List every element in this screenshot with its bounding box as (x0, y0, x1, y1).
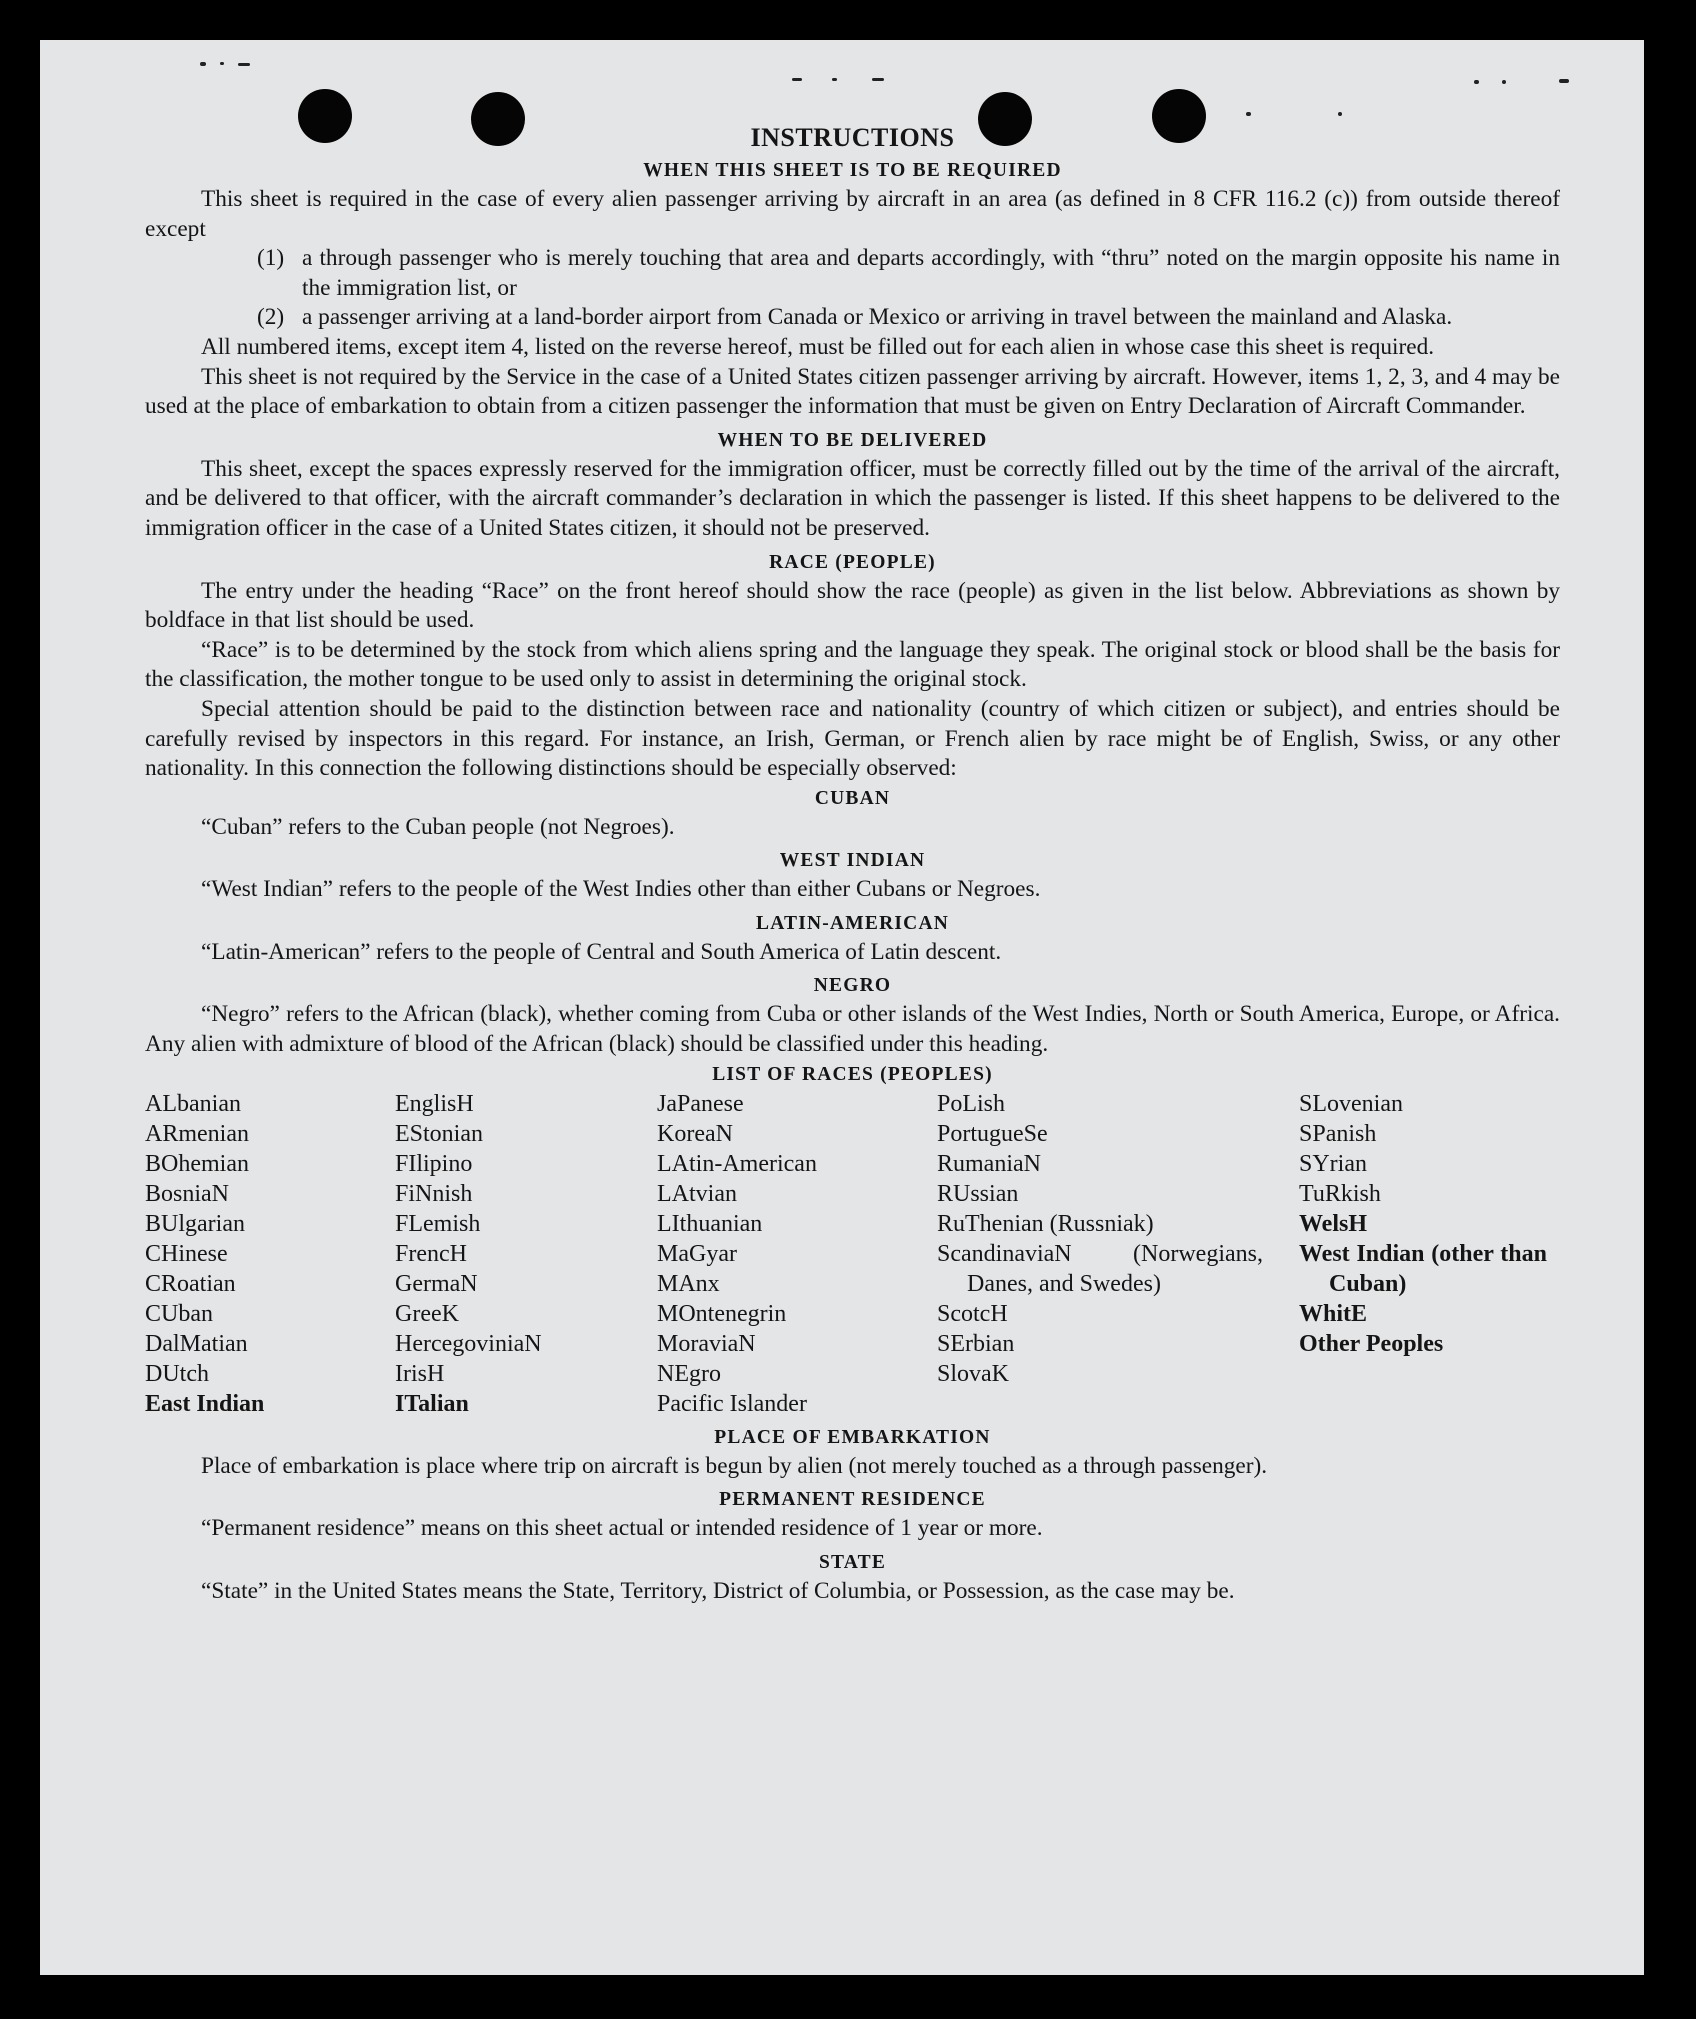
race-entry: KoreaN (657, 1120, 733, 1147)
race-entry: SPanish (1299, 1120, 1377, 1147)
race-entry: Other Peoples (1299, 1330, 1444, 1357)
race-entry: PoLish (937, 1090, 1006, 1117)
section-heading-negro: NEGRO (813, 975, 892, 997)
race-entry: SErbian (937, 1330, 1015, 1357)
race-entry: ARmenian (145, 1120, 249, 1147)
scan-speck (238, 63, 250, 66)
item-text: a passenger arriving at a land-border airport from Canada or Mexico or arriving in travel between the mainland and Alaska. (302, 304, 1453, 331)
race-entry: HercegoviniaN (395, 1330, 542, 1357)
document-page (40, 40, 1644, 1975)
race-entry: JaPanese (657, 1090, 744, 1117)
paragraph: “West Indian” refers to the people of the West Indies other than either Cubans or Negroes. (201, 876, 1041, 903)
scan-speck (1502, 80, 1506, 84)
race-entry: RumaniaN (937, 1150, 1041, 1177)
race-entry: MOntenegrin (657, 1300, 787, 1327)
races-column-5 (1299, 1089, 1559, 1419)
race-entry: NEgro (657, 1360, 721, 1387)
race-entry: DalMatian (145, 1330, 248, 1357)
section-heading-delivered: WHEN TO BE DELIVERED (717, 429, 988, 451)
paragraph: “Cuban” refers to the Cuban people (not Negroes). (201, 813, 675, 840)
races-column-1 (145, 1089, 395, 1419)
race-entry: WelsH (1299, 1210, 1368, 1237)
race-entry: FIlipino (395, 1150, 473, 1177)
scan-speck (1246, 112, 1251, 116)
exception-item (257, 244, 1560, 303)
race-entry: MAnx (657, 1270, 720, 1297)
races-column-4 (937, 1089, 1299, 1419)
races-column-2 (395, 1089, 657, 1419)
paragraph: “State” in the United States means the State, Territory, District of Columbia, or Possession, as the case may be. (201, 1577, 1235, 1604)
race-entry: LAtvian (657, 1180, 737, 1207)
race-entry: CHinese (145, 1240, 228, 1267)
race-entry: ITalian (395, 1390, 469, 1417)
race-entry: RUssian (937, 1180, 1019, 1207)
race-entry: West Indian (other than Cuban) (1299, 1240, 1547, 1297)
scan-speck (1559, 79, 1569, 83)
race-entry: TuRkish (1299, 1180, 1381, 1207)
race-entry: DUtch (145, 1360, 209, 1387)
race-entry: MoraviaN (657, 1330, 756, 1357)
races-list (145, 1089, 1560, 1419)
scan-speck (200, 62, 206, 66)
race-entry: RuThenian (Russniak) (937, 1210, 1154, 1237)
paragraph: The entry under the heading “Race” on the front hereof should show the race (people) as given in the list below. Abbreviations as shown by boldface in that list should be used. (145, 577, 1560, 634)
race-entry: PortugueSe (937, 1120, 1048, 1147)
scan-speck (1474, 80, 1479, 84)
race-entry: BosniaN (145, 1180, 229, 1207)
paragraph: Place of embarkation is place where trip on aircraft is begun by alien (not merely touched as a through passenger). (201, 1452, 1268, 1479)
instructions-body (145, 122, 1560, 1606)
paragraph: All numbered items, except item 4, listed on the reverse hereof, must be filled out for each alien in whose case this sheet is required. (201, 333, 1435, 360)
paragraph: This sheet is not required by the Service in the case of a United States citizen passenger arriving by aircraft. However, items 1, 2, 3, and 4 may be used at the place of embarkation to obtain from a citizen passenger the information that must be given on Entry Declaration of Aircraft Commander. (145, 363, 1560, 420)
item-number: (1) (257, 245, 285, 272)
item-text: a through passenger who is merely touching that area and departs accordingly, with “thru” noted on the margin opposite his name in the immigration list, or (302, 245, 1560, 301)
section-heading-races-list: LIST OF RACES (PEOPLES) (712, 1063, 993, 1085)
race-entry: CRoatian (145, 1270, 236, 1297)
race-entry: GreeK (395, 1300, 459, 1327)
section-heading-permanent-residence: PERMANENT RESIDENCE (719, 1489, 986, 1511)
race-entry: MaGyar (657, 1240, 737, 1267)
race-entry: LAtin-American (657, 1150, 817, 1177)
race-entry: Pacific Islander (657, 1390, 807, 1417)
section-heading-embarkation: PLACE OF EMBARKATION (714, 1426, 991, 1448)
race-entry: BOhemian (145, 1150, 249, 1177)
scan-speck (1338, 112, 1342, 116)
paragraph: This sheet is required in the case of every alien passenger arriving by aircraft in an area (as defined in 8 CFR 116.2 (c)) from outside thereof except (145, 186, 1560, 242)
race-entry: CUban (145, 1300, 213, 1327)
scan-speck (792, 78, 802, 81)
races-column-3 (657, 1089, 937, 1419)
paragraph: “Latin-American” refers to the people of Central and South America of Latin descent. (201, 938, 1002, 965)
race-entry: BUlgarian (145, 1210, 245, 1237)
item-number: (2) (257, 304, 285, 331)
race-entry: ScotcH (937, 1300, 1008, 1327)
section-heading-race: RACE (PEOPLE) (769, 551, 936, 573)
section-heading-required: WHEN THIS SHEET IS TO BE REQUIRED (643, 160, 1062, 181)
section-heading-west-indian: WEST INDIAN (779, 850, 926, 872)
race-entry: LIthuanian (657, 1210, 763, 1237)
race-entry: SlovaK (937, 1360, 1009, 1387)
paragraph: “Permanent residence” means on this sheet actual or intended residence of 1 year or more. (201, 1515, 1043, 1542)
race-entry: ALbanian (145, 1090, 241, 1117)
paragraph: “Race” is to be determined by the stock from which aliens spring and the language they speak. The original stock or blood shall be the basis for the classification, the mother tongue to be used only to assist in determining the original stock. (145, 636, 1560, 693)
paragraph: Special attention should be paid to the distinction between race and nationality (country of which citizen or subject), and entries should be carefully revised by inspectors in this regard. For instance, an Irish, German, or French alien by race might be of English, Swiss, or any other nationality. In this connection the following distinctions should be especially observed: (145, 695, 1560, 782)
race-entry: FrencH (395, 1240, 467, 1267)
paragraph: This sheet, except the spaces expressly reserved for the immigration officer, must be correctly filled out by the time of the arrival of the aircraft, and be delivered to that officer, with the aircraft commander’s declaration in which the passenger is listed. If this sheet happens to be delivered to the immigration officer in the case of a United States citizen, it should not be preserved. (145, 455, 1560, 541)
scan-speck (220, 62, 224, 65)
section-heading-cuban: CUBAN (814, 787, 891, 809)
scan-speck (872, 78, 884, 81)
race-entry: GermaN (395, 1270, 478, 1297)
race-entry: EStonian (395, 1120, 483, 1147)
section-heading-latin-american: LATIN-AMERICAN (755, 912, 950, 934)
race-entry: FLemish (395, 1210, 481, 1237)
race-entry: IrisH (395, 1360, 445, 1387)
paragraph: “Negro” refers to the African (black), whether coming from Cuba or other islands of the West Indies, North or South America, Europe, or Africa. Any alien with admixture of blood of the African (black) should be classified under this heading. (145, 1001, 1560, 1058)
race-entry: SLovenian (1299, 1090, 1403, 1117)
race-entry: ScandinaviaN (Norwegians, Danes, and Swedes) (937, 1240, 1263, 1297)
scan-speck (832, 78, 837, 81)
race-entry: EnglisH (395, 1090, 474, 1117)
exception-item (257, 303, 1560, 333)
document-title: INSTRUCTIONS (750, 123, 955, 152)
race-entry: WhitE (1299, 1300, 1368, 1327)
race-entry: FiNnish (395, 1180, 473, 1207)
section-heading-state: STATE (818, 1551, 887, 1573)
race-entry: East Indian (145, 1390, 265, 1417)
race-entry: SYrian (1299, 1150, 1367, 1177)
